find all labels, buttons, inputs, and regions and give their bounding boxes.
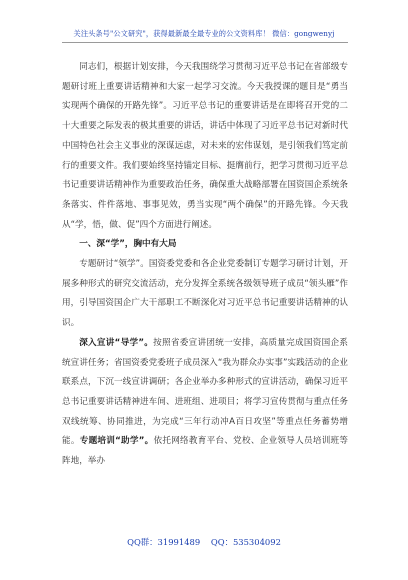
document-body <box>62 58 348 472</box>
intro-paragraph: 同志们，根据计划安排，今天我围绕学习贯彻习近平总书记在省部级专题研讨班上重要讲话精神和大家一起学习交流。今天我授课的题目是“勇当实现两个确保的开路先锋”。习近平总书记的重要讲话是在即将召开党的二十大重要之际发表的极其重要的讲话，讲话中体现了习近平总书记对新时代中国特色社会主义事业的深谋远虑，对未来的宏伟谋划，是引领我们笃定前行的重要文件。我们要始终坚持锚定目标、挺膺前行，把学习贯彻习近平总书记重要讲话精神作为重要政治任务，确保重大战略部署在国资国企系统条条落实、件件落地、事事见效，勇当实现“两个确保”的开路先锋。今天我从“学，悟，做、促”四个方面进行阐述。 <box>62 62 348 230</box>
qq-text: QQ：535304092 <box>210 537 281 547</box>
qq-group-text: QQ群：31991489 <box>127 537 201 547</box>
paragraph-text: 依托网络教育平台、党校、企业领导人员培训班等阵地，举办 <box>62 436 348 467</box>
header-divider <box>62 42 348 43</box>
bold-lead-text: 深入宣讲“导学”。 <box>79 337 154 348</box>
section-heading: 一、深“学”，胸中有大局 <box>79 239 177 250</box>
bold-lead-text: 专题培训“助学”。 <box>79 436 154 447</box>
body-paragraph <box>62 334 348 472</box>
paragraph-text: 按照省委宣讲团统一安排，高质量完成国资国企系统宣讲任务；省国资委党委班子成员深入“我为群众办实事”实践活动的企业联系点，下沉一线宣讲调研；各企业举办多种形式的宣讲活动，确保习近平总书记重要讲话精神进车间、进班组、进项目；将学习宣传贯彻与重点任务双线统筹、协同推进，为完成“三年行动冲A百日攻坚”等重点任务蓄势增能。 <box>62 337 348 447</box>
body-paragraph: 专题研讨“领学”。国资委党委和各企业党委制订专题学习研讨计划，开展多种形式的研究交流活动，充分发挥全系统各级领导班子成员“领头雁”作用，引导国资国企广大干部职工不断深化对习近平总书记重要讲话精神的认识。 <box>62 259 348 329</box>
page-header: 关注头条号"公文研究"，获得最新最全最专业的公文资料库！ 微信：gongwenyj <box>73 29 335 38</box>
page-footer <box>0 536 408 548</box>
